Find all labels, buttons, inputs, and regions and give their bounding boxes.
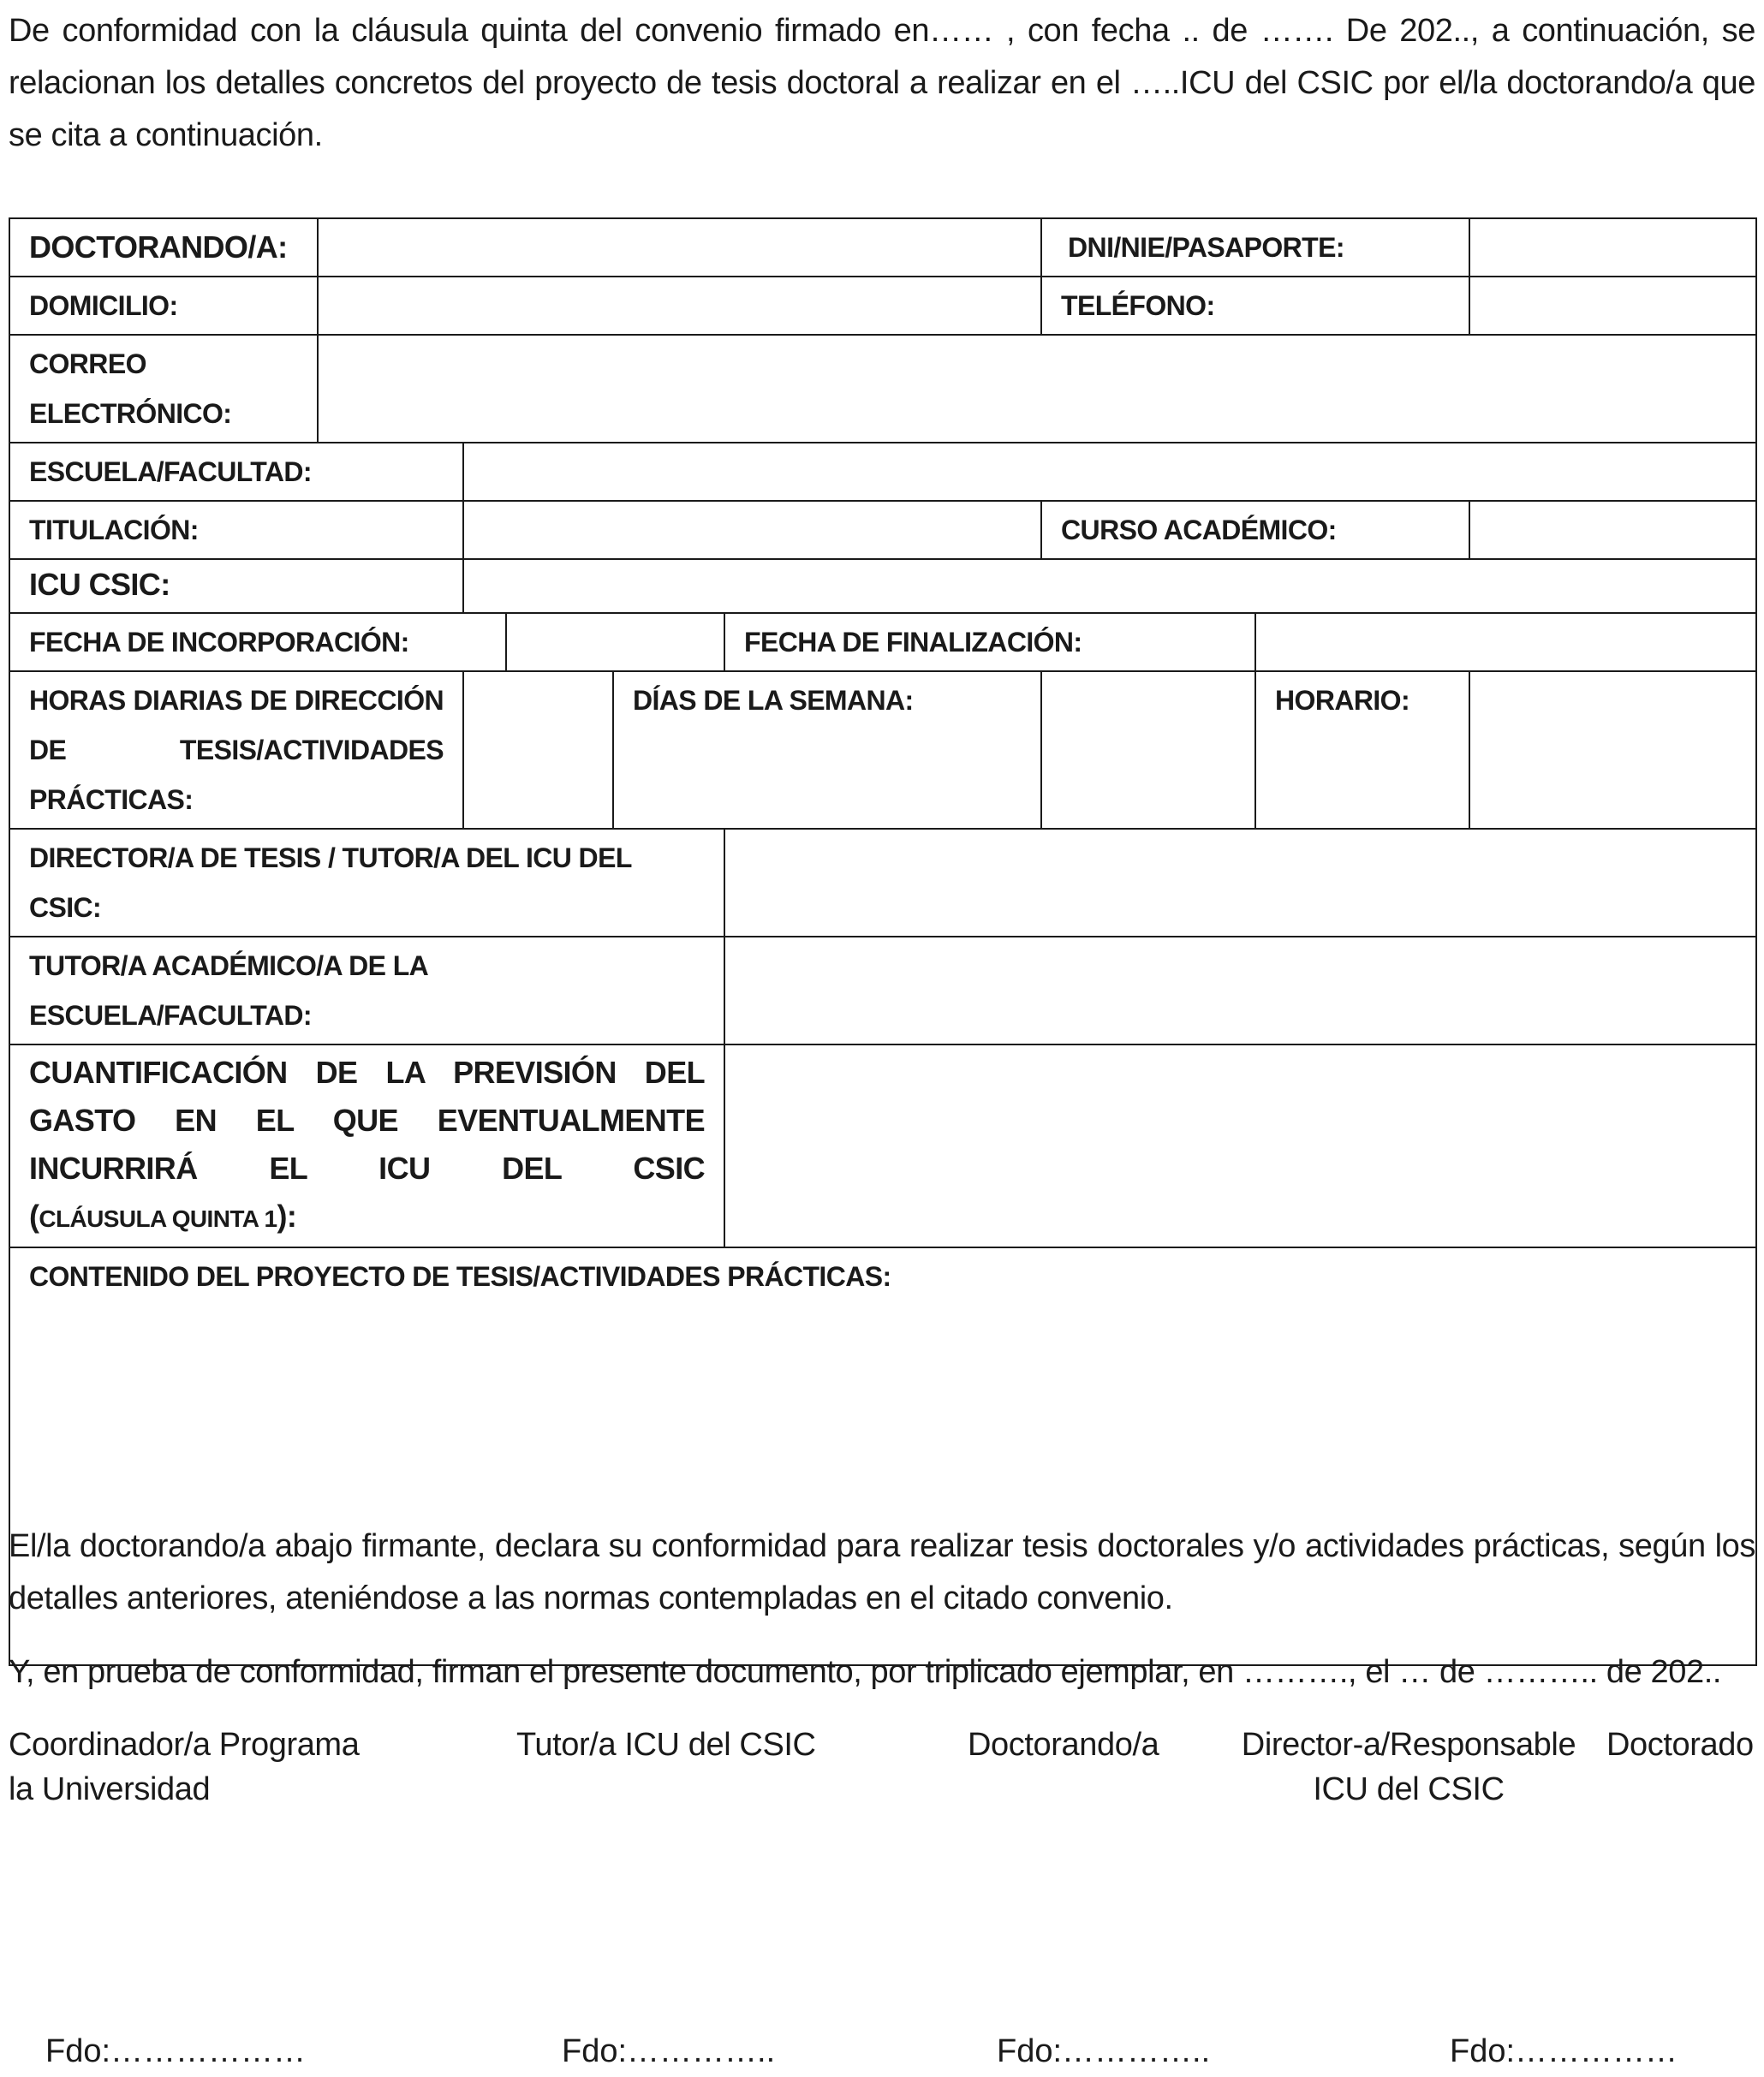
fdo-director: Fdo:……………: [1450, 2033, 1678, 2069]
tutor-role: Tutor/a ICU del CSIC: [516, 1727, 816, 1763]
telefono-field[interactable]: [1469, 277, 1756, 335]
fdo-doctorando: Fdo:…………..: [997, 2033, 1211, 2069]
tutor-academico-label: TUTOR/A ACADÉMICO/A DE LA ESCUELA/FACULTAD:: [9, 937, 724, 1044]
dias-field[interactable]: [1041, 671, 1255, 829]
cuantificacion-label: [9, 1044, 724, 1247]
clausula-reference: [29, 1193, 705, 1243]
curso-field[interactable]: [1469, 501, 1756, 559]
correo-field[interactable]: [318, 335, 1756, 443]
horario-label: HORARIO:: [1255, 671, 1469, 829]
director-label: DIRECTOR/A DE TESIS / TUTOR/A DEL ICU DEL CSIC:: [9, 829, 724, 937]
fecha-finalizacion-label: FECHA DE FINALIZACIÓN:: [724, 613, 1255, 671]
contenido-label: CONTENIDO DEL PROYECTO DE TESIS/ACTIVIDADES PRÁCTICAS:: [29, 1261, 891, 1292]
clausula-text: CLÁUSULA QUINTA 1: [39, 1205, 277, 1232]
signature-doctorado: [1606, 1723, 1754, 1767]
horas-field[interactable]: [463, 671, 613, 829]
fecha-incorporacion-label: FECHA DE INCORPORACIÓN:: [9, 613, 506, 671]
escuela-field[interactable]: [463, 443, 1756, 501]
icu-label: ICU CSIC:: [9, 559, 463, 613]
coordinador-line1: Coordinador/a Programa: [9, 1727, 360, 1763]
signature-coordinador: [9, 1723, 359, 1812]
cuantificacion-text: CUANTIFICACIÓN DE LA PREVISIÓN DEL GASTO EN EL QUE EVENTUALMENTE INCURRIRÁ EL ICU DEL CSIC: [29, 1055, 705, 1186]
director-line2: ICU del CSIC: [1313, 1771, 1505, 1807]
director-line1: Director-a/Responsable: [1241, 1727, 1576, 1763]
titulacion-field[interactable]: [463, 501, 1041, 559]
domicilio-field[interactable]: [318, 277, 1041, 335]
doctorando-role: Doctorando/a: [968, 1727, 1159, 1763]
cuantificacion-field[interactable]: [724, 1044, 1756, 1247]
signature-doctorando: [968, 1723, 1159, 1767]
student-data-form: [9, 217, 1757, 1666]
fecha-finalizacion-field[interactable]: [1255, 613, 1756, 671]
fecha-incorporacion-field[interactable]: [506, 613, 724, 671]
doctorado-word: Doctorado: [1606, 1727, 1754, 1763]
telefono-label: TELÉFONO:: [1041, 277, 1469, 335]
signature-tutor: [516, 1723, 816, 1767]
dni-field[interactable]: [1469, 218, 1756, 277]
director-field[interactable]: [724, 829, 1756, 937]
clausula-close: ):: [277, 1199, 297, 1234]
domicilio-label: DOMICILIO:: [9, 277, 318, 335]
curso-label: CURSO ACADÉMICO:: [1041, 501, 1469, 559]
correo-label: CORREO ELECTRÓNICO:: [9, 335, 318, 443]
intro-paragraph: De conformidad con la cláusula quinta del convenio firmado en…… , con fecha .. de ……. De 202.., a continuación, se relacionan los detalles concretos del proyecto de tesis doctoral a realizar en el …..ICU del CSIC por el/la doctorando/a que se cita a continuación.: [9, 13, 1755, 153]
declaration-paragraph: El/la doctorando/a abajo firmante, declara su conformidad para realizar tesis doctorales y/o actividades prácticas, según los detalles anteriores, ateniéndose a las normas contempladas en el citado convenio.: [9, 1528, 1755, 1616]
dias-label: DÍAS DE LA SEMANA:: [613, 671, 1041, 829]
signature-director: [1238, 1723, 1579, 1812]
horario-field[interactable]: [1469, 671, 1756, 829]
doctorando-label: DOCTORANDO/A:: [9, 218, 318, 277]
fdo-tutor: Fdo:…………..: [562, 2033, 776, 2069]
escuela-label: ESCUELA/FACULTAD:: [9, 443, 463, 501]
coordinador-line2: la Universidad: [9, 1771, 211, 1807]
dni-label: DNI/NIE/PASAPORTE:: [1041, 218, 1469, 277]
clausula-open: (: [29, 1199, 39, 1234]
horas-label: HORAS DIARIAS DE DIRECCIÓN DE TESIS/ACTIVIDADES PRÁCTICAS:: [9, 671, 463, 829]
proof-paragraph: Y, en prueba de conformidad, firman el presente documento, por triplicado ejemplar, en ………., el … de ……….. de 202..: [9, 1654, 1722, 1690]
titulacion-label: TITULACIÓN:: [9, 501, 463, 559]
tutor-academico-field[interactable]: [724, 937, 1756, 1044]
fdo-coordinador: Fdo:………………: [45, 2033, 307, 2069]
icu-field[interactable]: [463, 559, 1756, 613]
doctorando-field[interactable]: [318, 218, 1041, 277]
